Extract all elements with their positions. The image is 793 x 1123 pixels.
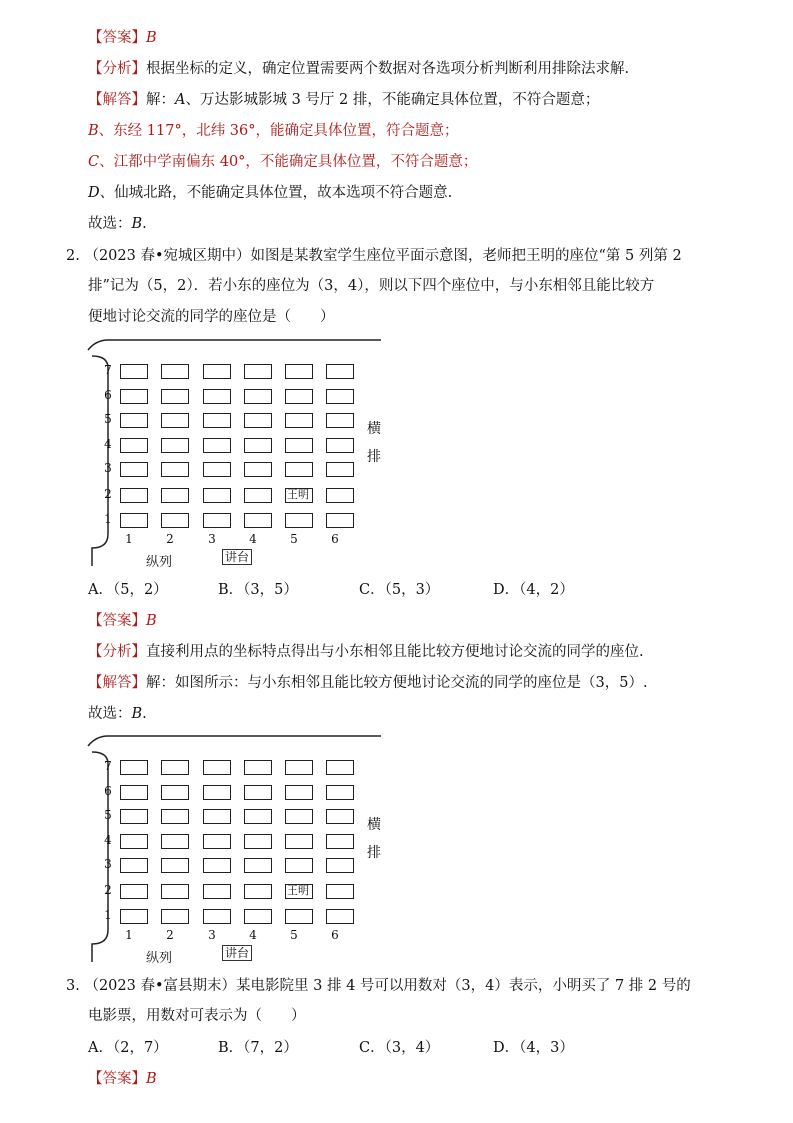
seat	[120, 884, 148, 899]
seat	[120, 809, 148, 824]
seat	[326, 809, 354, 824]
seat	[161, 438, 189, 453]
seat	[326, 858, 354, 873]
classroom-seating-diagram	[88, 338, 388, 568]
seat	[120, 462, 148, 477]
seat	[244, 785, 272, 800]
q2-stem-line3: 便地讨论交流的同学的座位是（ ）	[88, 309, 335, 325]
seat	[326, 760, 354, 775]
seat	[326, 785, 354, 800]
seat	[203, 513, 231, 528]
seat	[203, 909, 231, 924]
seat	[326, 389, 354, 404]
seat	[244, 858, 272, 873]
row-number: 3	[104, 461, 112, 475]
q2-answer: 【答案】B	[88, 613, 157, 629]
seat	[161, 488, 189, 503]
column-axis-label: 纵列	[146, 951, 173, 966]
seat	[244, 462, 272, 477]
column-number: 1	[125, 532, 133, 546]
seat	[203, 389, 231, 404]
row-number: 6	[104, 388, 112, 402]
q2-option-b: B．（3，5）	[218, 582, 298, 598]
seat-wang-ming	[285, 884, 313, 899]
seat	[203, 785, 231, 800]
seat	[244, 809, 272, 824]
seat	[203, 364, 231, 379]
seat	[244, 438, 272, 453]
seat	[244, 760, 272, 775]
seat	[244, 884, 272, 899]
seat	[285, 438, 313, 453]
q2-analysis: 【分析】直接利用点的坐标特点得出与小东相邻且能比较方便地讨论交流的同学的座位.	[88, 644, 644, 660]
row-number: 7	[104, 363, 112, 377]
q1-solution-c: C、江都中学南偏东 40°，不能确定具体位置，不符合题意；	[88, 154, 478, 170]
seat	[326, 834, 354, 849]
seat-name-label: 王明	[287, 884, 309, 897]
seat	[120, 909, 148, 924]
top-wall	[88, 340, 381, 350]
seat	[285, 389, 313, 404]
seat	[203, 413, 231, 428]
column-number: 2	[166, 928, 174, 942]
seat	[203, 488, 231, 503]
seat	[244, 488, 272, 503]
row-number: 4	[104, 437, 112, 451]
column-number: 1	[125, 928, 133, 942]
seat	[203, 884, 231, 899]
row-number: 4	[104, 833, 112, 847]
column-number: 3	[208, 532, 216, 546]
seat	[120, 389, 148, 404]
seat	[244, 834, 272, 849]
seat	[120, 364, 148, 379]
seat	[120, 413, 148, 428]
q2-option-d: D．（4，2）	[493, 582, 574, 598]
seat	[326, 413, 354, 428]
column-number: 6	[331, 532, 339, 546]
seat	[285, 462, 313, 477]
q2-stem-line1: 2. （2023 春•宛城区期中）如图是某教室学生座位平面示意图，老师把王明的座位“第 5 列第 2	[66, 248, 682, 264]
seat	[326, 438, 354, 453]
q1-analysis: 【分析】根据坐标的定义，确定位置需要两个数据对各选项分析判断利用排除法求解.	[88, 61, 630, 77]
seat	[161, 834, 189, 849]
column-number: 5	[290, 928, 298, 942]
q2-stem-line2: 排”记为（5，2）．若小东的座位为（3，4），则以下四个座位中，与小东相邻且能比较方	[88, 278, 655, 294]
q1-solution-b: B、东经 117°，北纬 36°，能确定具体位置，符合题意；	[88, 123, 459, 139]
seat	[161, 389, 189, 404]
row-number: 2	[104, 487, 112, 501]
seat	[203, 760, 231, 775]
seat	[120, 785, 148, 800]
row-number: 2	[104, 883, 112, 897]
seat	[285, 785, 313, 800]
seat	[161, 809, 189, 824]
q3-stem-line2: 电影票，用数对可表示为（ ）	[88, 1008, 306, 1024]
q3-option-c: C．（3，4）	[359, 1040, 440, 1056]
column-number: 3	[208, 928, 216, 942]
seat	[120, 834, 148, 849]
seat	[120, 438, 148, 453]
seat	[244, 364, 272, 379]
column-number: 4	[249, 532, 257, 546]
podium: 讲台	[222, 549, 252, 565]
podium: 讲台	[222, 945, 252, 961]
row-axis-label-2: 排	[367, 449, 381, 465]
seat	[285, 364, 313, 379]
seat	[161, 909, 189, 924]
seat	[244, 513, 272, 528]
seat	[161, 413, 189, 428]
seat	[203, 462, 231, 477]
seat	[326, 462, 354, 477]
seat	[285, 809, 313, 824]
column-number: 2	[166, 532, 174, 546]
seat	[120, 513, 148, 528]
q2-option-a: A．（5，2）	[88, 582, 168, 598]
seat	[244, 389, 272, 404]
seat	[326, 488, 354, 503]
q2-conclusion: 故选：B.	[88, 706, 147, 722]
seat	[326, 884, 354, 899]
seat	[285, 909, 313, 924]
q3-stem-line1: 3. （2023 春•富县期末）某电影院里 3 排 4 号可以用数对（3，4）表示，小明买了 7 排 2 号的	[66, 978, 691, 994]
seat	[203, 809, 231, 824]
seat	[203, 858, 231, 873]
row-number: 1	[104, 908, 112, 922]
seat	[161, 858, 189, 873]
row-axis-label-1: 横	[367, 421, 381, 437]
q1-solution: 【解答】解：A、万达影城影城 3 号厅 2 排，不能确定具体位置，不符合题意；	[88, 92, 600, 108]
q3-option-b: B．（7，2）	[218, 1040, 298, 1056]
seat-wang-ming	[285, 488, 313, 503]
column-number: 6	[331, 928, 339, 942]
seat	[161, 513, 189, 528]
seat	[244, 909, 272, 924]
row-number: 1	[104, 512, 112, 526]
seat	[161, 785, 189, 800]
classroom-seating-diagram-solution	[88, 734, 388, 964]
column-axis-label: 纵列	[146, 555, 173, 570]
row-number: 5	[104, 808, 112, 822]
seat-name-label: 王明	[287, 488, 309, 501]
seat	[161, 462, 189, 477]
seat	[161, 760, 189, 775]
q2-solution: 【解答】解：如图所示：与小东相邻且能比较方便地讨论交流的同学的座位是（3，5）.	[88, 675, 648, 691]
seat	[326, 909, 354, 924]
seat	[161, 364, 189, 379]
column-number: 4	[249, 928, 257, 942]
seat	[203, 438, 231, 453]
top-wall	[88, 736, 381, 746]
row-number: 6	[104, 784, 112, 798]
seat	[326, 364, 354, 379]
row-number: 3	[104, 857, 112, 871]
seat	[161, 884, 189, 899]
q2-option-c: C．（5，3）	[359, 582, 440, 598]
seat	[285, 513, 313, 528]
seat	[285, 760, 313, 775]
q3-answer: 【答案】B	[88, 1071, 157, 1087]
q3-option-a: A．（2，7）	[88, 1040, 168, 1056]
row-axis-label-1: 横	[367, 817, 381, 833]
row-number: 5	[104, 412, 112, 426]
q3-option-d: D．（4，3）	[493, 1040, 574, 1056]
q1-answer: 【答案】B	[88, 30, 157, 46]
seat	[326, 513, 354, 528]
seat	[120, 488, 148, 503]
row-number: 7	[104, 759, 112, 773]
seat	[285, 858, 313, 873]
seat	[120, 760, 148, 775]
column-number: 5	[290, 532, 298, 546]
seat	[120, 858, 148, 873]
row-axis-label-2: 排	[367, 845, 381, 861]
q1-solution-d: D、仙城北路，不能确定具体位置，故本选项不符合题意.	[88, 185, 453, 201]
q1-conclusion: 故选：B.	[88, 216, 147, 232]
seat	[285, 834, 313, 849]
seat	[244, 413, 272, 428]
seat	[285, 413, 313, 428]
seat	[203, 834, 231, 849]
